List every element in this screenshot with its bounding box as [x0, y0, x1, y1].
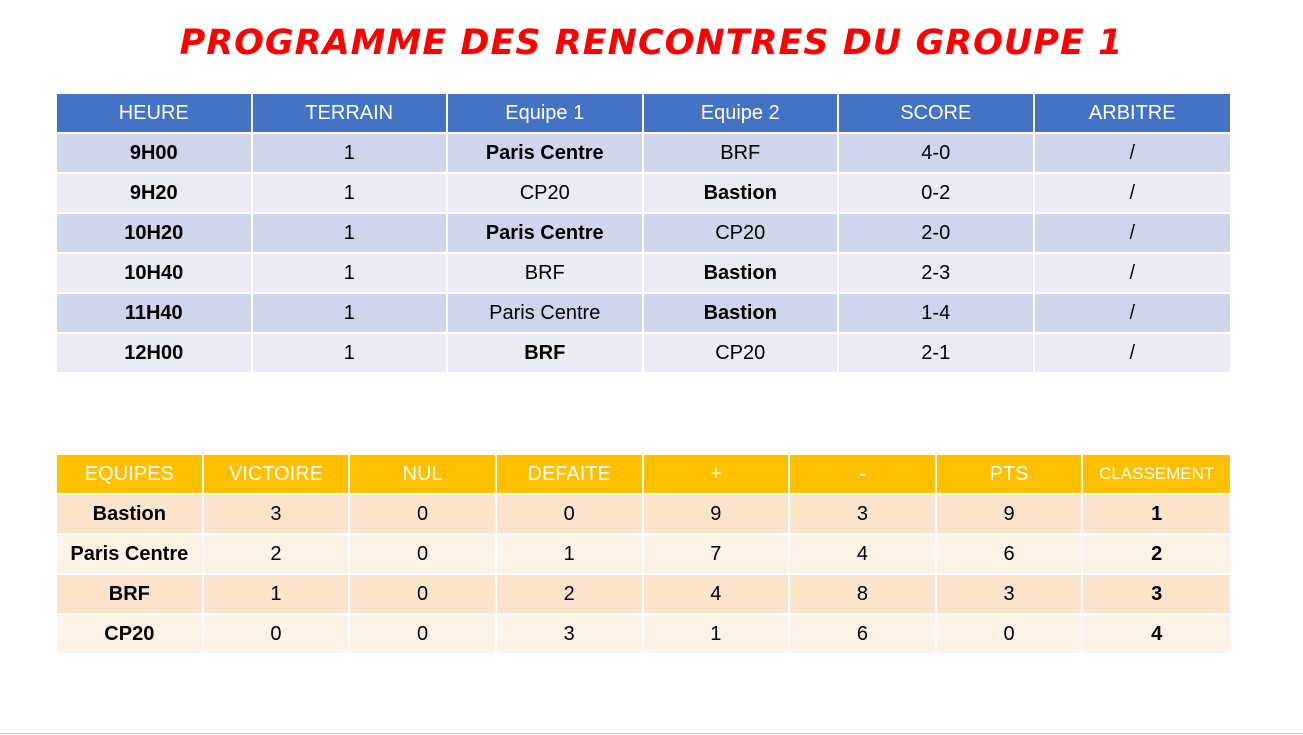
cell-equipe-2: CP20 [644, 334, 840, 374]
header-score: SCORE [839, 94, 1035, 134]
cell-arbitre: / [1035, 214, 1231, 254]
cell-heure: 12H00 [57, 334, 253, 374]
header-defaite: DEFAITE [497, 455, 644, 495]
cell-equipe-2: CP20 [644, 214, 840, 254]
cell-victoire: 1 [204, 575, 351, 615]
cell-defaite: 0 [497, 495, 644, 535]
header-equipes: EQUIPES [57, 455, 204, 495]
cell-score: 4-0 [839, 134, 1035, 174]
cell-victoire: 2 [204, 535, 351, 575]
table-row [57, 615, 1230, 655]
cell-moins: 4 [790, 535, 937, 575]
cell-nul: 0 [350, 535, 497, 575]
table-row [57, 495, 1230, 535]
bottom-divider [0, 733, 1303, 734]
cell-classement: 2 [1083, 535, 1230, 575]
header-plus: + [644, 455, 791, 495]
cell-score: 2-0 [839, 214, 1035, 254]
schedule-table [57, 94, 1230, 374]
cell-plus: 1 [644, 615, 791, 655]
cell-nul: 0 [350, 615, 497, 655]
cell-equipe-1: Paris Centre [448, 134, 644, 174]
table-row [57, 575, 1230, 615]
cell-equipe-1: Paris Centre [448, 214, 644, 254]
cell-plus: 7 [644, 535, 791, 575]
table-row [57, 294, 1230, 334]
cell-score: 1-4 [839, 294, 1035, 334]
cell-equipe-2: Bastion [644, 254, 840, 294]
cell-equipe-1: CP20 [448, 174, 644, 214]
cell-arbitre: / [1035, 134, 1231, 174]
cell-defaite: 1 [497, 535, 644, 575]
schedule-header-row [57, 94, 1230, 134]
cell-equipe: Paris Centre [57, 535, 204, 575]
page-title: PROGRAMME DES RENCONTRES DU GROUPE 1 [179, 23, 1124, 63]
cell-victoire: 0 [204, 615, 351, 655]
cell-moins: 8 [790, 575, 937, 615]
cell-classement: 3 [1083, 575, 1230, 615]
header-equipe-1: Equipe 1 [448, 94, 644, 134]
cell-heure: 9H20 [57, 174, 253, 214]
cell-moins: 3 [790, 495, 937, 535]
cell-pts: 6 [937, 535, 1084, 575]
header-arbitre: ARBITRE [1035, 94, 1231, 134]
header-pts: PTS [937, 455, 1084, 495]
cell-defaite: 2 [497, 575, 644, 615]
cell-terrain: 1 [253, 294, 449, 334]
header-classement: CLASSEMENT [1083, 455, 1230, 495]
cell-heure: 10H40 [57, 254, 253, 294]
cell-equipe: BRF [57, 575, 204, 615]
cell-arbitre: / [1035, 294, 1231, 334]
header-nul: NUL [350, 455, 497, 495]
cell-score: 2-3 [839, 254, 1035, 294]
table-row [57, 254, 1230, 294]
cell-nul: 0 [350, 495, 497, 535]
header-moins: - [790, 455, 937, 495]
cell-plus: 9 [644, 495, 791, 535]
cell-equipe-1: Paris Centre [448, 294, 644, 334]
header-victoire: VICTOIRE [204, 455, 351, 495]
header-heure: HEURE [57, 94, 253, 134]
header-terrain: TERRAIN [253, 94, 449, 134]
cell-terrain: 1 [253, 174, 449, 214]
cell-pts: 9 [937, 495, 1084, 535]
cell-equipe-2: BRF [644, 134, 840, 174]
table-row [57, 334, 1230, 374]
cell-equipe-1: BRF [448, 254, 644, 294]
cell-moins: 6 [790, 615, 937, 655]
cell-equipe-2: Bastion [644, 174, 840, 214]
table-row [57, 214, 1230, 254]
cell-victoire: 3 [204, 495, 351, 535]
cell-heure: 11H40 [57, 294, 253, 334]
table-row [57, 535, 1230, 575]
cell-pts: 3 [937, 575, 1084, 615]
cell-plus: 4 [644, 575, 791, 615]
cell-score: 0-2 [839, 174, 1035, 214]
cell-score: 2-1 [839, 334, 1035, 374]
cell-terrain: 1 [253, 334, 449, 374]
cell-classement: 1 [1083, 495, 1230, 535]
cell-terrain: 1 [253, 254, 449, 294]
cell-equipe: CP20 [57, 615, 204, 655]
cell-pts: 0 [937, 615, 1084, 655]
cell-equipe-1: BRF [448, 334, 644, 374]
cell-heure: 10H20 [57, 214, 253, 254]
header-equipe-2: Equipe 2 [644, 94, 840, 134]
cell-classement: 4 [1083, 615, 1230, 655]
table-row [57, 174, 1230, 214]
cell-arbitre: / [1035, 174, 1231, 214]
cell-equipe: Bastion [57, 495, 204, 535]
cell-equipe-2: Bastion [644, 294, 840, 334]
table-row [57, 134, 1230, 174]
cell-arbitre: / [1035, 334, 1231, 374]
cell-terrain: 1 [253, 134, 449, 174]
cell-heure: 9H00 [57, 134, 253, 174]
cell-nul: 0 [350, 575, 497, 615]
ranking-header-row [57, 455, 1230, 495]
ranking-table [57, 455, 1230, 655]
cell-terrain: 1 [253, 214, 449, 254]
cell-defaite: 3 [497, 615, 644, 655]
cell-arbitre: / [1035, 254, 1231, 294]
